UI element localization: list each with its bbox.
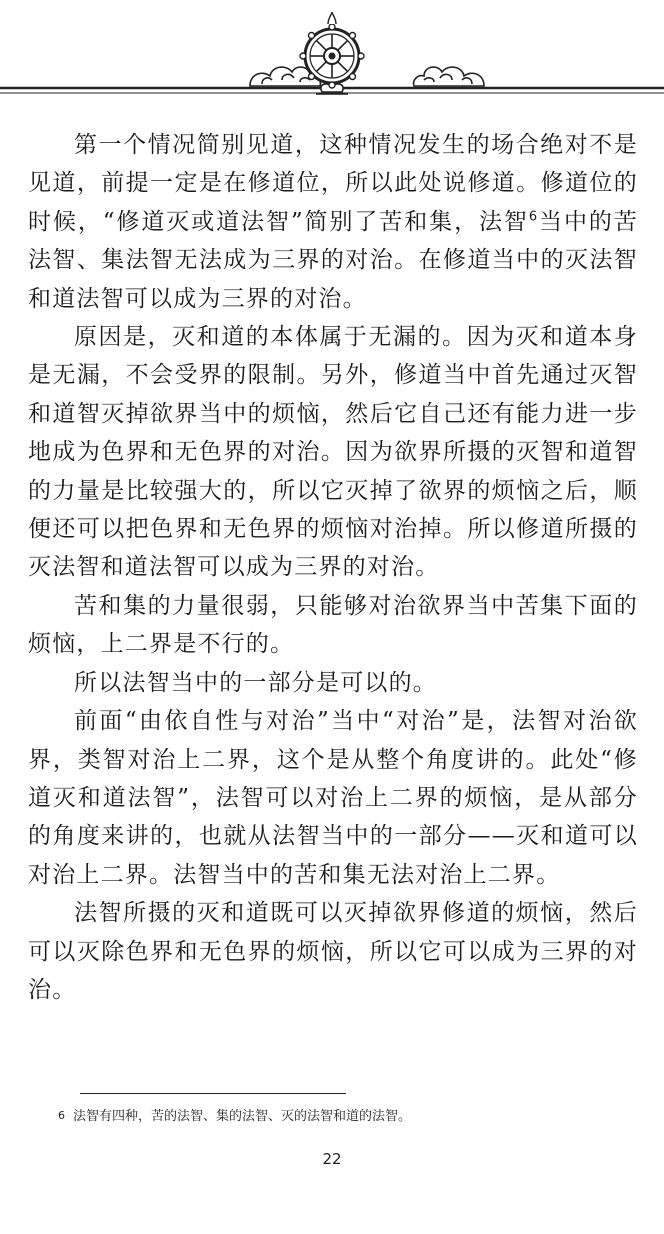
paragraph-1-continuation: 当中的苦法智、集法智无法成为三界的对治。在修道当中的灭法智和道法智可以成为三界的对治。: [28, 208, 638, 312]
paragraph-2: 原因是，灭和道的本体属于无漏的。因为灭和道本身是无漏，不会受界的限制。另外，修道当中首先通过灭智和道智灭掉欲界当中的烦恼，然后它自己还有能力进一步地成为色界和无色界的对治。因为欲界所摄的灭智和道智的力量是比较强大的，所以它灭掉了欲界的烦恼之后，顺便还可以把色界和无色界的烦恼对治掉。所以修道所摄的灭法智和道法智可以成为三界的对治。: [28, 324, 638, 581]
paragraph-5: 前面“由依自性与对治”当中“对治”是，法智对治欲界，类智对治上二界，这个是从整个角度讲的。此处“修道灭和道法智”，法智可以对治上二界的烦恼，是从部分的角度来讲的，也就从法智当中的一部分——灭和道可以对治上二界。法智当中的苦和集无法对治上二界。: [28, 708, 638, 888]
paragraph-1-text: 第一个情况简别见道，这种情况发生的场合绝对不是见道，前提一定是在修道位，所以此处说修道。修道位的时候，“修道灭或道法智”简别了苦和集，法智: [28, 132, 638, 235]
main-text: [28, 126, 638, 1009]
footnote-text: 法智有四种，苦的法智、集的法智、灭的法智和道的法智。: [73, 1109, 412, 1124]
paragraph-6: 法智所摄的灭和道既可以灭掉欲界修道的烦恼，然后可以灭除色界和无色界的烦恼，所以它可以成为三界的对治。: [28, 900, 638, 1003]
right-cloud-icon: [414, 67, 484, 86]
dharma-wheel-icon: [0, 0, 664, 110]
paragraph-1: [28, 126, 638, 318]
footnote-number: 6: [58, 1109, 65, 1122]
footnote-divider: [80, 1093, 346, 1094]
page-header: [0, 0, 664, 110]
footnote: [58, 1106, 638, 1127]
paragraph-3: 苦和集的力量很弱，只能够对治欲界当中苦集下面的烦恼，上二界是不行的。: [28, 592, 638, 658]
paragraph-4: 所以法智当中的一部分是可以的。: [74, 669, 437, 696]
page-number: 22: [322, 1150, 342, 1168]
footnote-reference[interactable]: 6: [528, 209, 539, 225]
